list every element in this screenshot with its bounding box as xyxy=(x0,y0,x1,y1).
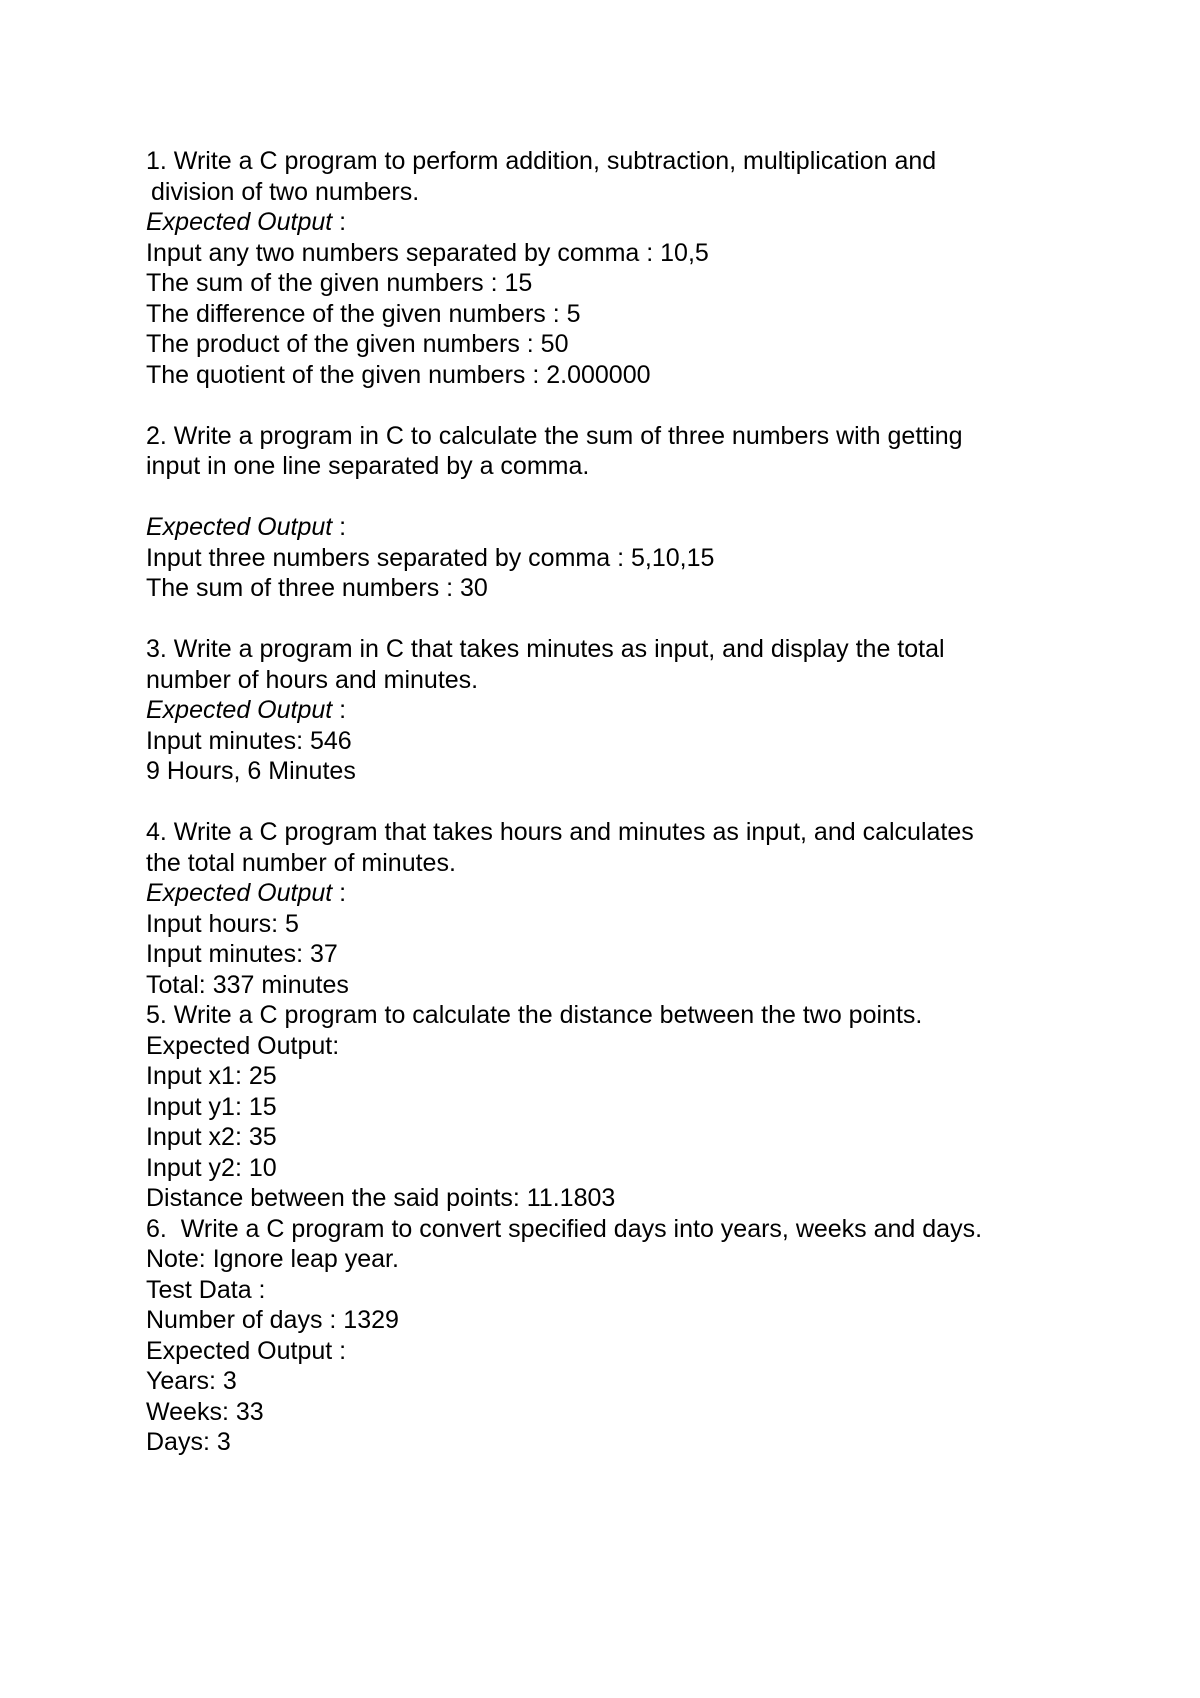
paragraph-gap xyxy=(146,604,1146,635)
question-1-title-cont: division of two numbers. xyxy=(151,177,420,206)
question-2-output-line: Input three numbers separated by comma : 5,10,15 xyxy=(146,543,715,572)
expected-output-label: Expected Output xyxy=(146,208,333,236)
question-4-output-line: Input minutes: 37 xyxy=(146,940,338,968)
question-6-test-data-value: Number of days : 1329 xyxy=(146,1306,399,1334)
question-3-title: 3. Write a program in C that takes minutes as input, and display the total xyxy=(146,635,945,663)
expected-output-label: Expected Output xyxy=(146,696,333,724)
question-1 xyxy=(146,146,1146,390)
expected-output-colon: : xyxy=(332,879,347,907)
question-6-expected-heading: Expected Output : xyxy=(146,1336,347,1365)
question-1-output-line: The difference of the given numbers : 5 xyxy=(146,299,581,328)
question-4 xyxy=(146,817,1146,1000)
question-3-output-line: 9 Hours, 6 Minutes xyxy=(146,757,356,785)
question-2 xyxy=(146,421,1146,604)
question-3-title-cont: number of hours and minutes. xyxy=(146,665,479,694)
question-1-output-line: The quotient of the given numbers : 2.000000 xyxy=(146,360,651,389)
question-4-title-cont: the total number of minutes. xyxy=(146,848,456,877)
question-6-output-line: Weeks: 33 xyxy=(146,1397,264,1426)
question-5-output-line: Input y1: 15 xyxy=(146,1092,277,1121)
paragraph-gap xyxy=(146,482,1146,513)
question-2-title-cont: input in one line separated by a comma. xyxy=(146,452,590,480)
question-3-output-line: Input minutes: 546 xyxy=(146,726,352,755)
question-2-output-line: The sum of three numbers : 30 xyxy=(146,574,488,602)
question-2-title: 2. Write a program in C to calculate the sum of three numbers with getting xyxy=(146,421,963,450)
question-3-expected-heading xyxy=(146,695,1146,726)
question-6-title: 6. Write a C program to convert specified days into years, weeks and days. xyxy=(146,1214,983,1243)
question-4-expected-heading xyxy=(146,878,1146,909)
question-2-expected-heading xyxy=(146,512,1146,543)
question-5 xyxy=(146,1000,1146,1214)
expected-output-colon: : xyxy=(332,696,347,724)
paragraph-gap xyxy=(146,787,1146,818)
question-4-title: 4. Write a C program that takes hours and minutes as input, and calculates xyxy=(146,818,974,846)
question-6-output-line: Days: 3 xyxy=(146,1428,231,1456)
paragraph-gap xyxy=(146,390,1146,421)
expected-output-label: Expected Output xyxy=(146,513,333,541)
question-1-output-line: The product of the given numbers : 50 xyxy=(146,330,569,358)
question-6-test-data-heading: Test Data : xyxy=(146,1275,266,1304)
question-6 xyxy=(146,1214,1146,1458)
question-5-output-line: Input x1: 25 xyxy=(146,1062,277,1090)
question-1-output-line: Input any two numbers separated by comma : 10,5 xyxy=(146,238,709,267)
question-4-output-line: Input hours: 5 xyxy=(146,909,299,938)
expected-output-label: Expected Output xyxy=(146,879,333,907)
question-5-output-line: Distance between the said points: 11.1803 xyxy=(146,1184,616,1212)
question-5-expected-heading: Expected Output: xyxy=(146,1031,340,1060)
question-5-output-line: Input x2: 35 xyxy=(146,1123,277,1151)
question-6-output-line: Years: 3 xyxy=(146,1367,237,1395)
question-1-expected-heading xyxy=(146,207,1146,238)
question-5-title: 5. Write a C program to calculate the distance between the two points. xyxy=(146,1001,923,1029)
question-1-output-line: The sum of the given numbers : 15 xyxy=(146,269,533,297)
question-1-title: 1. Write a C program to perform addition, subtraction, multiplication and xyxy=(146,147,937,175)
question-5-output-line: Input y2: 10 xyxy=(146,1153,277,1182)
expected-output-colon: : xyxy=(332,513,347,541)
document-body xyxy=(146,146,1146,1458)
question-6-note: Note: Ignore leap year. xyxy=(146,1245,399,1273)
question-4-output-line: Total: 337 minutes xyxy=(146,970,349,999)
question-3 xyxy=(146,634,1146,787)
expected-output-colon: : xyxy=(332,208,347,236)
